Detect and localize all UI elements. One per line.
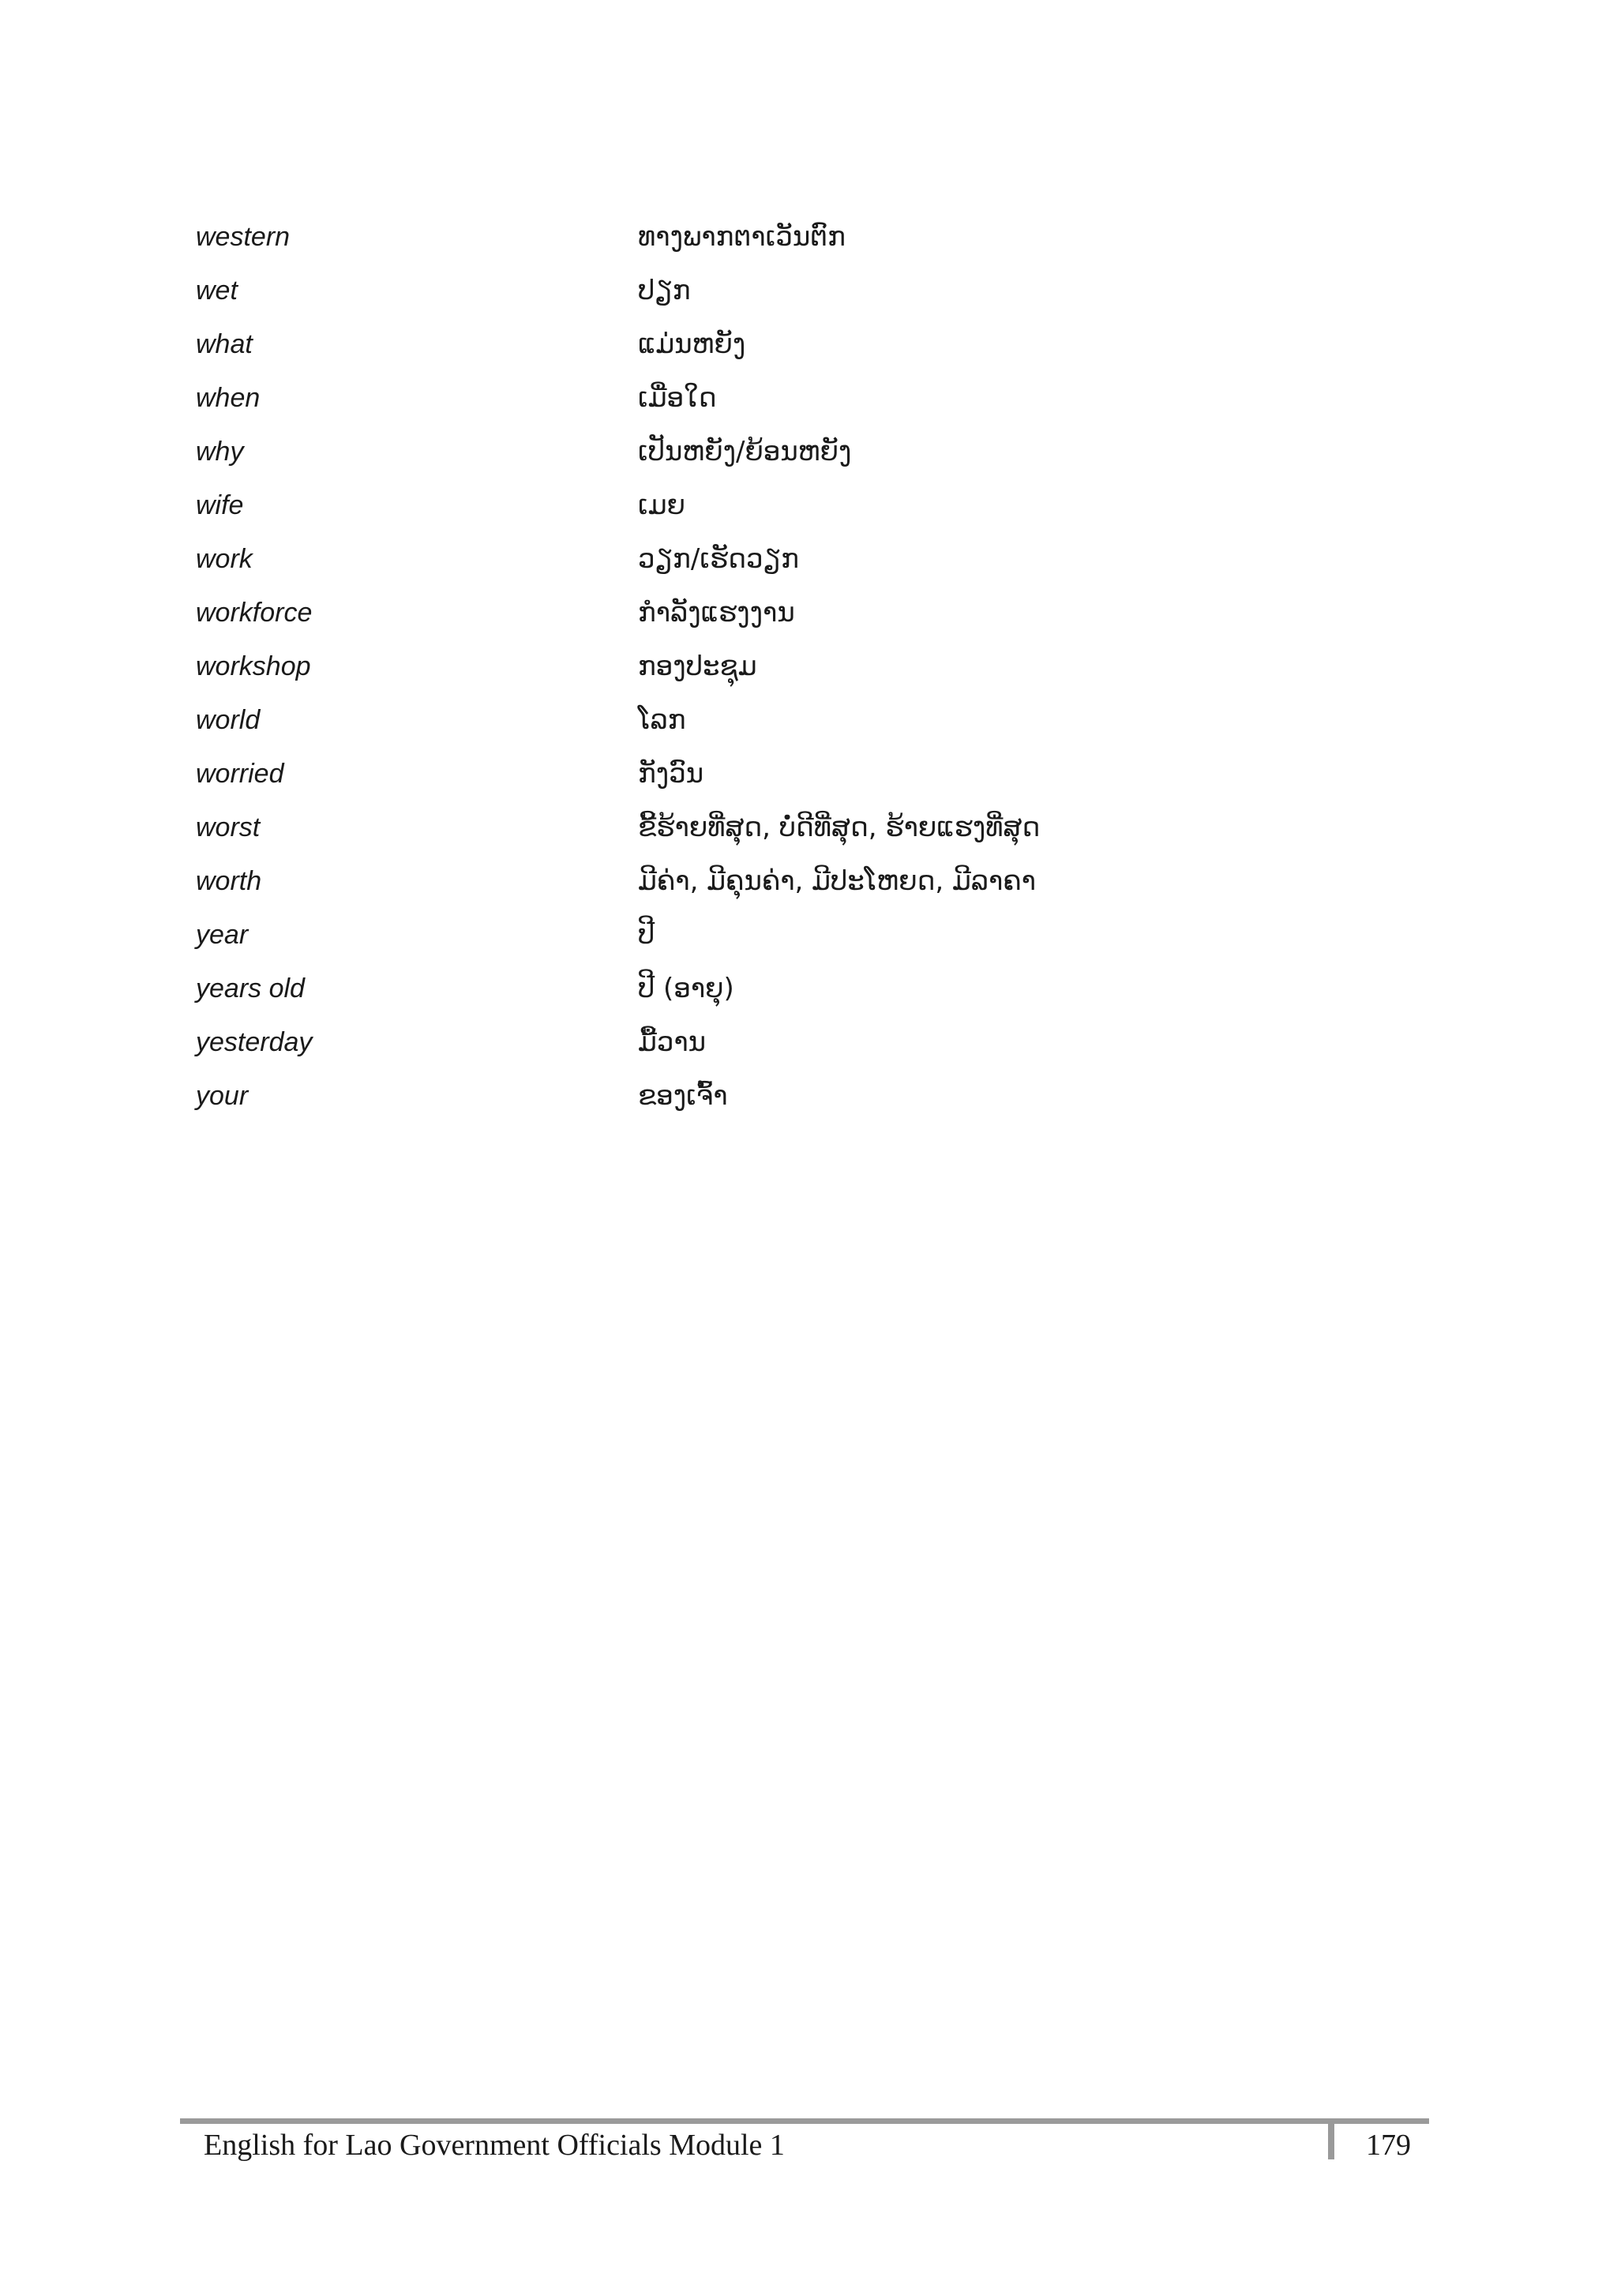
glossary-entry: [196, 857, 1380, 911]
glossary-translation: ເປັນຫຍັງ/ຍ້ອນຫຍັງ: [638, 436, 852, 467]
glossary-entry: [196, 643, 1380, 696]
glossary-list: [196, 213, 1380, 1126]
glossary-term: work: [196, 544, 253, 574]
glossary-translation: ໂລກ: [638, 704, 686, 736]
glossary-entry: [196, 267, 1380, 321]
glossary-translation: ເມື່ອໃດ: [638, 382, 717, 414]
glossary-entry: [196, 1019, 1380, 1072]
glossary-term: worth: [196, 866, 262, 896]
glossary-translation: ປີ: [638, 919, 655, 951]
footer-title: English for Lao Government Officials Module 1: [204, 2129, 785, 2162]
footer-rule: [180, 2118, 1429, 2124]
glossary-translation: ມື້ວານ: [638, 1026, 707, 1058]
glossary-translation: ກຳລັງແຮງງານ: [638, 597, 795, 628]
glossary-term: workshop: [196, 651, 311, 681]
glossary-entry: [196, 535, 1380, 589]
glossary-translation: ຂີ້ຮ້າຍທີ່ສຸດ, ບໍ່ດີທີ່ສຸດ, ຮ້າຍແຮງທີ່ສຸດ: [638, 812, 1041, 843]
glossary-entry: [196, 213, 1380, 267]
footer-divider: [1328, 2118, 1334, 2159]
glossary-entry: [196, 750, 1380, 804]
glossary-translation: ມີຄ່າ, ມີຄຸນຄ່າ, ມີປະໂຫຍດ, ມີລາຄາ: [638, 865, 1036, 897]
glossary-term: years old: [196, 974, 305, 1004]
glossary-translation: ທາງພາກຕາເວັນຕົກ: [638, 221, 846, 253]
glossary-term: what: [196, 329, 253, 359]
glossary-translation: ປຽກ: [638, 275, 691, 306]
glossary-entry: [196, 1072, 1380, 1126]
glossary-term: wife: [196, 490, 244, 520]
glossary-translation: ວຽກ/ເຮັດວຽກ: [638, 543, 799, 575]
page-number: 179: [1366, 2129, 1411, 2162]
glossary-translation: ກັງວົນ: [638, 758, 704, 790]
glossary-entry: [196, 696, 1380, 750]
glossary-entry: [196, 428, 1380, 482]
glossary-term: why: [196, 437, 244, 467]
glossary-entry: [196, 804, 1380, 857]
glossary-term: western: [196, 222, 291, 252]
glossary-translation: ກອງປະຊຸມ: [638, 651, 757, 682]
glossary-term: wet: [196, 276, 238, 306]
glossary-translation: ເມຍ: [638, 490, 685, 521]
glossary-term: workforce: [196, 598, 313, 628]
glossary-entry: [196, 374, 1380, 428]
glossary-term: worst: [196, 812, 261, 842]
glossary-translation: ປີ (ອາຍຸ): [638, 973, 734, 1004]
glossary-term: yesterday: [196, 1027, 313, 1057]
glossary-translation: ຂອງເຈົ້າ: [638, 1080, 728, 1112]
glossary-term: world: [196, 705, 261, 735]
glossary-entry: [196, 911, 1380, 965]
glossary-term: year: [196, 920, 249, 950]
glossary-term: when: [196, 383, 261, 413]
glossary-term: your: [196, 1081, 249, 1111]
glossary-term: worried: [196, 759, 284, 789]
glossary-entry: [196, 965, 1380, 1019]
glossary-entry: [196, 321, 1380, 374]
glossary-entry: [196, 589, 1380, 643]
glossary-entry: [196, 482, 1380, 535]
glossary-translation: ແມ່ນຫຍັງ: [638, 328, 746, 360]
